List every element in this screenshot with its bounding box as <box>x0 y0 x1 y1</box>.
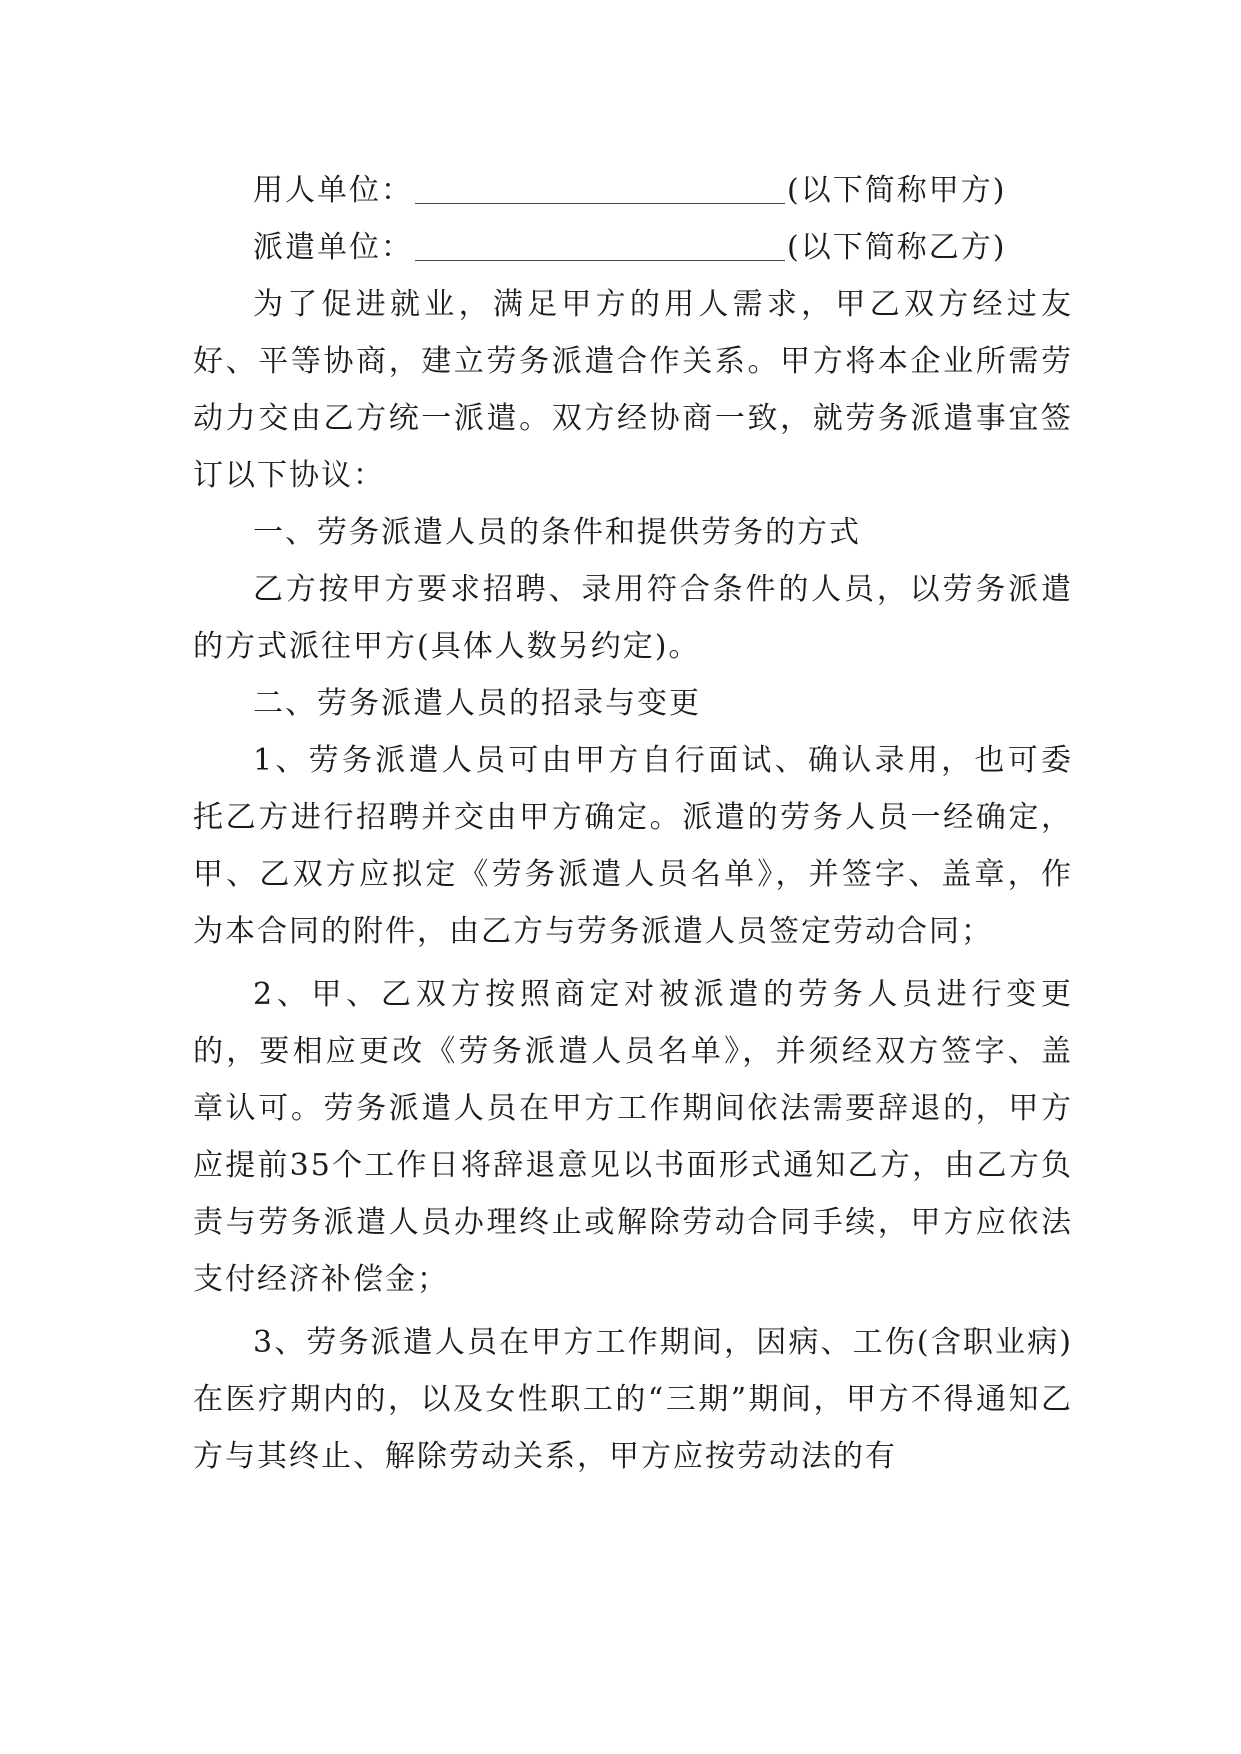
dispatcher-label: 派遣单位： <box>253 230 413 265</box>
section-1-paragraph: 乙方按甲方要求招聘、录用符合条件的人员，以劳务派遣的方式派往甲方(具体人数另约定)。 <box>193 572 1073 664</box>
dispatcher-suffix: (以下简称乙方) <box>787 230 1007 265</box>
employer-suffix: (以下简称甲方) <box>787 173 1007 208</box>
dispatcher-blank <box>415 230 785 261</box>
clause-3-paragraph: 3、劳务派遣人员在甲方工作期间，因病、工伤(含职业病)在医疗期内的，以及女性职工的“三期”期间，甲方不得通知乙方与其终止、解除劳动关系，甲方应按劳动法的有 <box>193 1325 1073 1474</box>
section-heading-1: 一、劳务派遣人员的条件和提供劳务的方式 <box>253 515 861 550</box>
employer-line <box>193 162 1073 219</box>
section-heading-2: 二、劳务派遣人员的招录与变更 <box>253 686 701 721</box>
contract-body <box>193 162 1073 1485</box>
intro-paragraph: 为了促进就业，满足甲方的用人需求，甲乙双方经过友好、平等协商，建立劳务派遣合作关系。甲方将本企业所需劳动力交由乙方统一派遣。双方经协商一致，就劳务派遣事宜签订以下协议： <box>193 287 1073 493</box>
employer-blank <box>415 173 785 204</box>
clause-2-paragraph: 2、甲、乙双方按照商定对被派遣的劳务人员进行变更的，要相应更改《劳务派遣人员名单》，并须经双方签字、盖章认可。劳务派遣人员在甲方工作期间依法需要辞退的，甲方应提前35个工作日将辞退意见以书面形式通知乙方，由乙方负责与劳务派遣人员办理终止或解除劳动合同手续，甲方应依法支付经济补偿金； <box>193 977 1073 1297</box>
employer-label: 用人单位： <box>253 173 413 208</box>
dispatcher-line <box>193 219 1073 276</box>
clause-1-paragraph: 1、劳务派遣人员可由甲方自行面试、确认录用，也可委托乙方进行招聘并交由甲方确定。派遣的劳务人员一经确定，甲、乙双方应拟定《劳务派遣人员名单》，并签字、盖章，作为本合同的附件，由乙方与劳务派遣人员签定劳动合同； <box>193 743 1073 949</box>
